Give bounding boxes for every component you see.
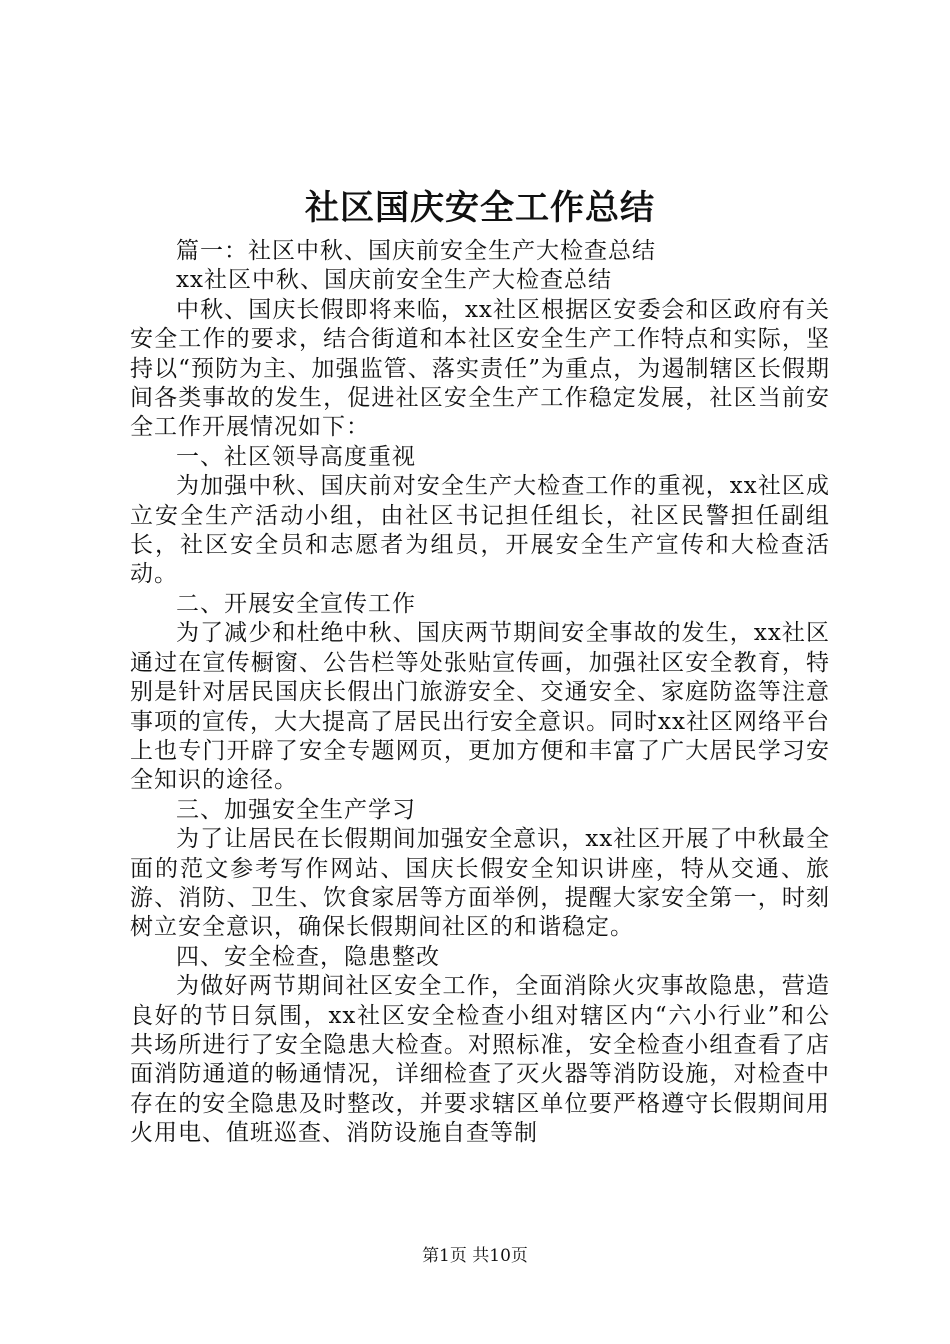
paragraph: 为做好两节期间社区安全工作，全面消除火灾事故隐患，营造良好的节日氛围，xx社区安全检查小组对辖区内“六小行业”和公共场所进行了安全隐患大检查。对照标准，安全检查小组查看了店面消防通道的畅通情况，详细检查了灭火器等消防设施，对检查中存在的安全隐患及时整改，并要求辖区单位要严格遵守长假期间用火用电、值班巡查、消防设施自查等制 (130, 973, 830, 1147)
section-heading: 三、加强安全生产学习 (176, 796, 416, 823)
paragraph: 为了减少和杜绝中秋、国庆两节期间安全事故的发生，xx社区通过在宣传橱窗、公告栏等处张贴宣传画，加强社区安全教育，特别是针对居民国庆长假出门旅游安全、交通安全、家庭防盗等注意事项的宣传，大大提高了居民出行安全意识。同时xx社区网络平台上也专门开辟了安全专题网页，更加方便和丰富了广大居民学习安全知识的途径。 (130, 620, 830, 794)
section-heading: 四、安全检查，隐患整改 (176, 943, 440, 970)
document-title: 社区国庆安全工作总结 (305, 188, 655, 228)
document-body (130, 237, 830, 1149)
paragraph: 中秋、国庆长假即将来临，xx社区根据区安委会和区政府有关安全工作的要求，结合街道和本社区安全生产工作特点和实际，坚持以“预防为主、加强监管、落实责任”为重点，为遏制辖区长假期间各类事故的发生，促进社区安全生产工作稳定发展，社区当前安全工作开展情况如下： (130, 296, 830, 441)
section-heading: 二、开展安全宣传工作 (176, 590, 416, 617)
paragraph: 为加强中秋、国庆前对安全生产大检查工作的重视，xx社区成立安全生产活动小组，由社区书记担任组长，社区民警担任副组长，社区安全员和志愿者为组员，开展安全生产宣传和大检查活动。 (130, 473, 830, 588)
subtitle: xx社区中秋、国庆前安全生产大检查总结 (176, 267, 612, 294)
paragraph: 为了让居民在长假期间加强安全意识，xx社区开展了中秋最全面的范文参考写作网站、国庆长假安全知识讲座，特从交通、旅游、消防、卫生、饮食家居等方面举例，提醒大家安全第一，时刻树立安全意识，确保长假期间社区的和谐稳定。 (130, 826, 830, 941)
document-page (130, 0, 830, 1344)
section-heading: 篇一：社区中秋、国庆前安全生产大检查总结 (176, 238, 656, 264)
section-heading: 一、社区领导高度重视 (176, 443, 416, 470)
page-number-footer: 第1页 共10页 (422, 1246, 528, 1266)
